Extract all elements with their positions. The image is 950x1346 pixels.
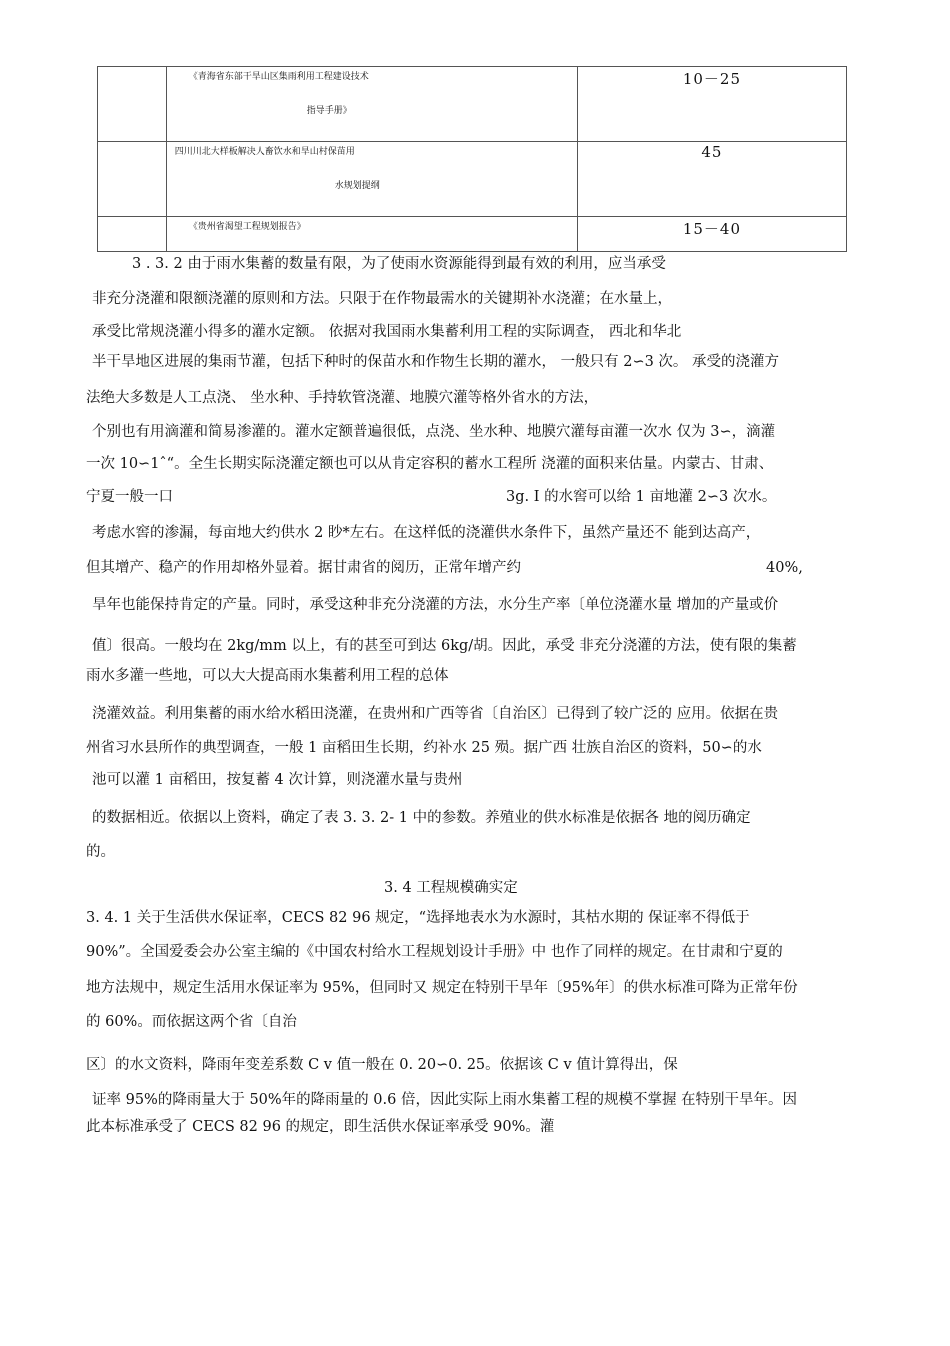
table-cell-source — [166, 67, 577, 142]
source-text: 《贵州省渴望工程规划报告》 — [188, 222, 306, 232]
paragraph-line: 90%”。全国爱委会办公室主编的《中国农村给水工程规划设计手册》中 也作了同样的规定。在甘肃和宁夏的 — [86, 944, 783, 960]
source-text: 水规划提纲 — [334, 181, 380, 191]
paragraph-line: 证率 95%的降雨量大于 50%年的降雨量的 0.6 倍，因此实际上雨水集蓄工程的规模不掌握 在特别干旱年。因 — [92, 1092, 798, 1108]
table-row — [98, 142, 847, 217]
value-text: 45 — [701, 143, 723, 161]
paragraph-line: 考虑水窖的渗漏，每亩地大约供水 2 眇*左右。在这样低的浇灌供水条件下，虽然产量还不 能到达高产， — [92, 525, 761, 541]
source-text: 四川川北大样板解决人畜饮水和旱山村保苗用 — [174, 147, 355, 157]
table-cell-empty — [98, 217, 167, 252]
paragraph-line: 法绝大多数是人工点浇、 坐水种、手持软管浇灌、地膜穴灌等格外省水的方法， — [86, 390, 599, 406]
paragraph-line: 3. 4. 1 关于生活供水保证率，CECS 82 96 规定，“选择地表水为水源时，其枯水期的 保证率不得低于 — [86, 910, 750, 926]
paragraph-line: 州省习水县所作的典型调查，一般 1 亩稻田生长期，约补水 25 殒。据广西 壮族自治区的资料，50∽的水 — [86, 740, 762, 756]
paragraph-line: 地方法规中，规定生活用水保证率为 95%，但同时又 规定在特别干旱年〔95%年〕的供水标准可降为正常年份 — [86, 980, 798, 996]
table-cell-empty — [98, 142, 167, 217]
table-row — [98, 217, 847, 252]
paragraph-line: 个别也有用滴灌和简易渗灌的。灌水定额普遍很低，点浇、坐水种、地膜穴灌每亩灌一次水 仅为 3∽，滴灌 — [92, 424, 776, 440]
paragraph-line: 非充分浇灌和限额浇灌的原则和方法。只限于在作物最需水的关键期补水浇灌；在水量上， — [92, 291, 672, 307]
paragraph-line: 的。 — [86, 844, 115, 860]
paragraph-line: 的 60%。而依据这两个省〔自治 — [86, 1014, 297, 1030]
paragraph-line: 雨水多灌一些地，可以大大提高雨水集蓄利用工程的总体 — [86, 668, 449, 684]
paragraph-line: 旱年也能保持肯定的产量。同时，承受这种非充分浇灌的方法，水分生产率〔单位浇灌水量 增加的产量或价 — [92, 597, 779, 613]
source-text: 指导手册》 — [306, 106, 352, 116]
paragraph-line: 区〕的水文资料，降雨年变差系数 C v 值一般在 0. 20∽0. 25。依据该 C v 值计算得出，保 — [86, 1057, 678, 1073]
paragraph-line: 承受比常规浇灌小得多的灌水定额。 依据对我国雨水集蓄利用工程的实际调查， 西北和华北 — [92, 324, 682, 340]
paragraph-line: 40%, — [766, 560, 803, 576]
table-row — [98, 67, 847, 142]
paragraph-line: 宁夏一般一口 — [86, 489, 173, 505]
paragraph-line: 值〕很高。一般均在 2kg/mm 以上，有的甚至可到达 6kg/胡。因此，承受 非充分浇灌的方法，使有限的集蓄 — [92, 638, 797, 654]
table-cell-value — [577, 67, 846, 142]
table-cell-empty — [98, 67, 167, 142]
paragraph-line: 此本标准承受了 CECS 82 96 的规定，即生活供水保证率承受 90%。灌 — [86, 1119, 555, 1135]
paragraph-line: 一次 10∽1ˆ“。全生长期实际浇灌定额也可以从肯定容积的蓄水工程所 浇灌的面积来估量。内蒙古、甘肃、 — [86, 456, 774, 472]
source-text: 《青海省东部干旱山区集雨利用工程建设技术 — [188, 72, 369, 82]
paragraph-line: 池可以灌 1 亩稻田，按复蓄 4 次计算，则浇灌水量与贵州 — [92, 772, 463, 788]
paragraph-line: 但其增产、稳产的作用却格外显着。据甘肃省的阅历，正常年增产约 — [86, 560, 521, 576]
table-cell-value — [577, 217, 846, 252]
paragraph-line: 半干旱地区进展的集雨节灌，包括下种时的保苗水和作物生长期的灌水， 一般只有 2∽3 次。 承受的浇灌方 — [92, 354, 780, 370]
section-heading: 3. 4 工程规模确实定 — [384, 880, 518, 896]
table-cell-value — [577, 142, 846, 217]
paragraph-line: 浇灌效益。利用集蓄的雨水给水稻田浇灌，在贵州和广西等省〔自治区〕已得到了较广泛的 应用。依据在贵 — [92, 706, 779, 722]
paragraph-line: 3g. I 的水窖可以给 1 亩地灌 2∽3 次水。 — [506, 489, 777, 505]
value-text: 15－40 — [682, 220, 742, 238]
table-cell-source — [166, 217, 577, 252]
parameter-table — [97, 66, 847, 252]
value-text: 10－25 — [682, 70, 742, 88]
paragraph-line: 的数据相近。依据以上资料，确定了表 3. 3. 2- 1 中的参数。养殖业的供水标准是依据各 地的阅历确定 — [92, 810, 751, 826]
table-cell-source — [166, 142, 577, 217]
paragraph-line: 3 . 3. 2 由于雨水集蓄的数量有限，为了使雨水资源能得到最有效的利用，应当承受 — [132, 256, 666, 272]
